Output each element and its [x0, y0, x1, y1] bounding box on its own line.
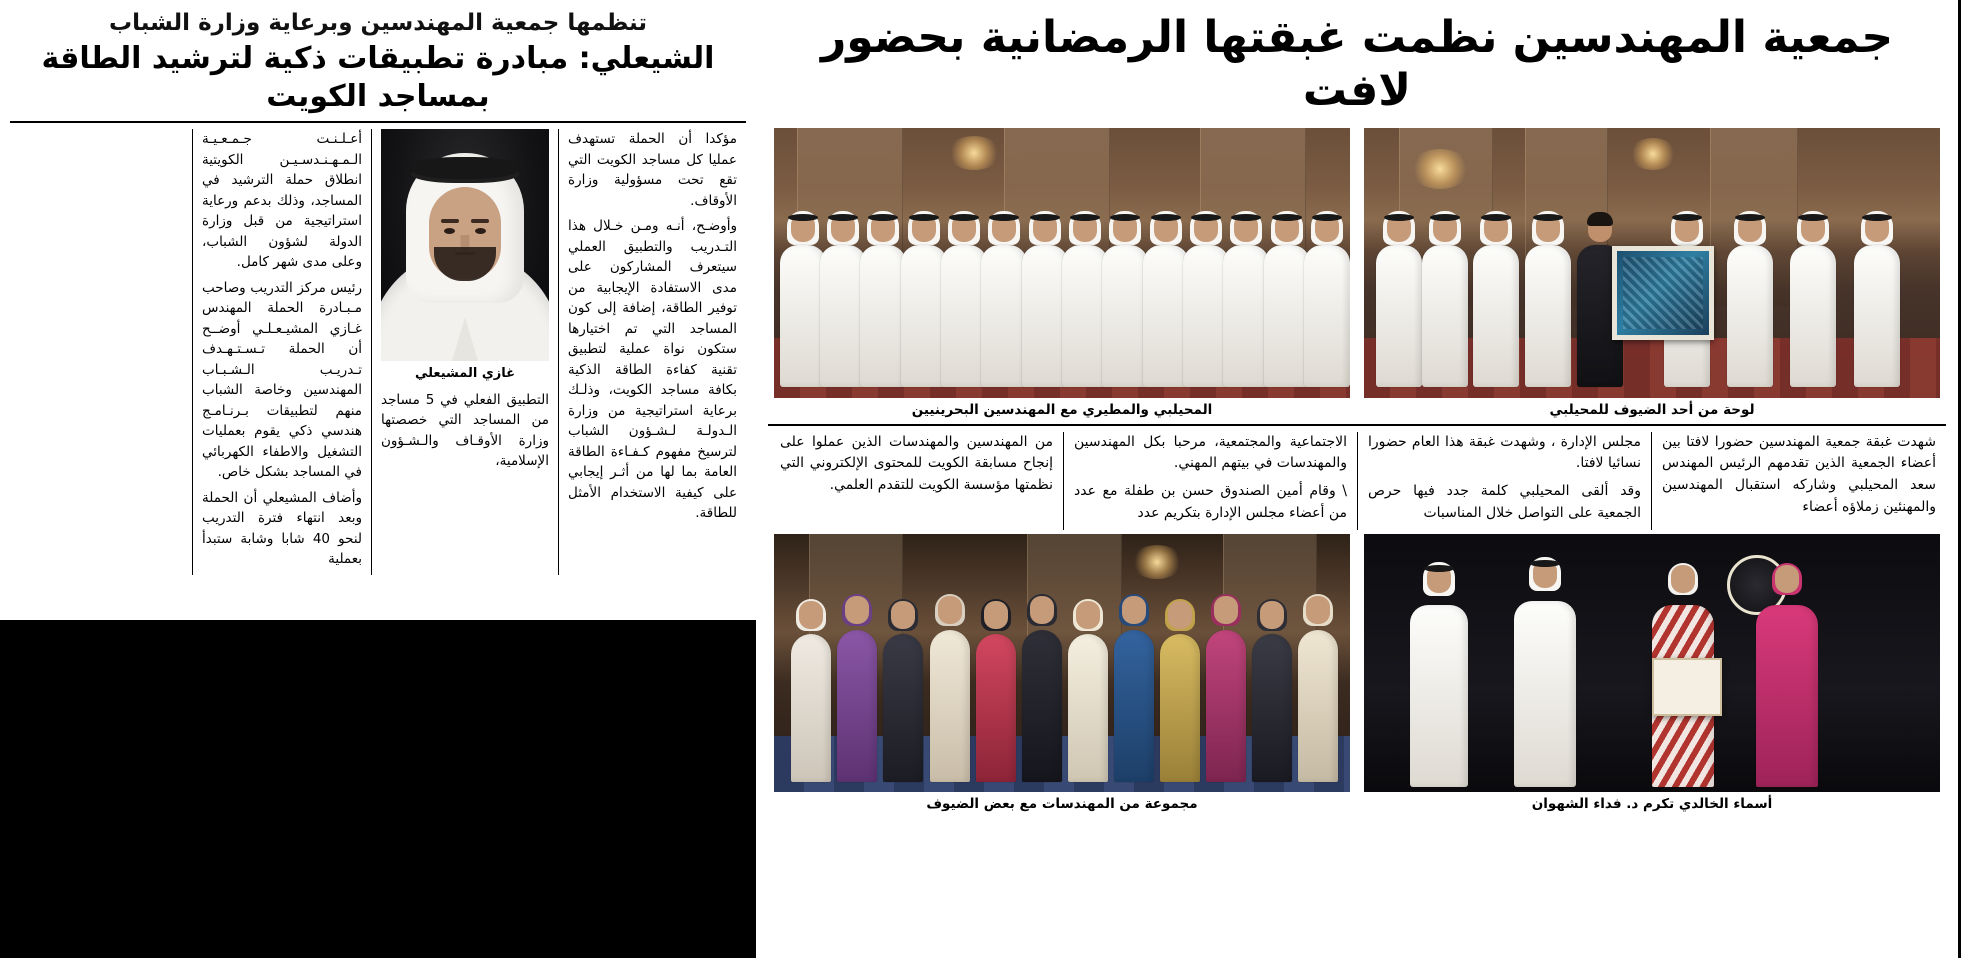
- paragraph: شهدت غبقة جمعية المهندسين حضورا لافتا بين أعضاء الجمعية الذين تقدمهم الرئيس المهندس سعد المحيلبي وشاركه استقبال المهندسين والمهنئين زملاؤه أعضاء: [1662, 433, 1936, 515]
- photo-caption: المحيلبي والمطيري مع المهندسين البحرينيين: [911, 401, 1213, 418]
- photo-caption: مجموعة من المهندسات مع بعض الضيوف: [926, 796, 1198, 813]
- person: [941, 214, 987, 387]
- left-article-kicker: تنظمها جمعية المهندسين وبرعاية وزارة الشباب: [109, 10, 647, 36]
- person: [981, 214, 1027, 387]
- person: [1525, 214, 1571, 387]
- person: [1422, 214, 1468, 387]
- paragraph: الاجتماعية والمجتمعية، مرحبا بكل المهندسين والمهندسات في بيتهم المهني.: [1074, 433, 1347, 472]
- chandelier: [947, 136, 1001, 170]
- right-article-column-1: [1652, 432, 1946, 531]
- left-article-column-2: [372, 129, 558, 575]
- portrait-caption: غازي المشيعلي: [414, 366, 516, 381]
- paragraph: التطبيق الفعلي في 5 مساجد من المساجد التي خصصتها وزارة الأوقـاف والـشـؤون الإسلامية،: [381, 391, 549, 470]
- woman: [976, 601, 1016, 782]
- right-article-column-3: [1064, 432, 1358, 531]
- person: [1223, 214, 1269, 387]
- photo-caption: أسماء الخالدي تكرم د. فداء الشهوان: [1531, 796, 1773, 813]
- chandelier: [1131, 545, 1183, 579]
- paragraph: وأوضـح، أنـه ومـن خـلال هذا التـدريب والتطبيق العملي سيتعرف المشاركون على مدى الاستفادة الإيجابية من توفير الطاقة، إضافة إلى كون المساجد التي تم اختيارها ستكون نواة عملية لتطبيق تقنية كفاءة الطاقة الذكية بكافة مساجد الكويت، وذلـك برعاية استراتيجية من وزارة الـدولـة لـشـؤون الشباب لترسيخ مفهوم كـفـاءة الطاقة العامة بما لها من أثـر إيجابي على كيفية الاستخدام الأمثل للطاقة.: [568, 218, 737, 522]
- person: [901, 214, 947, 387]
- photo-block-guest-painting: [1364, 128, 1940, 418]
- top-photo-row: [768, 128, 1946, 418]
- woman: [1114, 596, 1154, 782]
- right-article-column-4: [770, 432, 1064, 531]
- woman: [1206, 596, 1246, 782]
- left-article: [0, 0, 756, 620]
- portrait-eyebrow-left: [441, 219, 459, 223]
- photo-caption: لوحة من أحد الضيوف للمحيلبي: [1549, 401, 1755, 418]
- photo-guest-painting: [1364, 128, 1940, 398]
- person: [860, 214, 906, 387]
- person: [1183, 214, 1229, 387]
- person: [780, 214, 826, 387]
- woman: [1068, 601, 1108, 782]
- bottom-photo-row: [768, 534, 1946, 812]
- right-article: [756, 0, 1961, 958]
- woman: [1022, 596, 1062, 782]
- portrait-photo-ghazi-almeshaeli: [381, 129, 549, 361]
- person: [1854, 214, 1900, 387]
- left-article-body: [10, 129, 746, 575]
- portrait-eye-right: [475, 228, 486, 234]
- left-article-column-1: [558, 129, 746, 575]
- person: [1304, 214, 1350, 387]
- right-article-column-2: [1358, 432, 1652, 531]
- photo-block-women-engineers: [774, 534, 1350, 812]
- woman-in-pink-dress: [1756, 565, 1818, 787]
- portrait-agal: [409, 157, 521, 179]
- woman: [883, 601, 923, 782]
- paragraph: رئيس مركز التدريب وصاحب مـبـادرة الحملة المهندس غـازي المشيـعـلـي أوضــح أن الحملة تـسـتـهـدف تـدريـب الـشـبـاب المهندسين وخاصة الشباب منهم لتطبيقات بـرنـامـج هندسي ذكي يقوم بعمليات التشغيل والاطفاء الكهربائي في المساجد بشكل خاص.: [202, 279, 362, 481]
- paragraph: مؤكدا أن الحملة تستهدف عمليا كل مساجد الكويت التي تقع تحت مسؤولية وزارة الأوقاف.: [568, 131, 737, 209]
- divider: [768, 424, 1946, 426]
- woman: [791, 601, 831, 782]
- photo-asmaa-alkhaldi: [1364, 534, 1940, 792]
- award-certificate: [1652, 658, 1722, 716]
- photo-block-asmaa-alkhaldi: [1364, 534, 1940, 812]
- photo-women-engineers: [774, 534, 1350, 792]
- chandelier: [1410, 149, 1470, 189]
- right-article-body: [768, 432, 1946, 531]
- paragraph: وأضاف المشيعلي أن الحملة وبعد انتهاء فترة التدريب لنحو 40 شابا وشابة ستبدأ بعملية: [202, 489, 363, 568]
- woman: [1252, 601, 1292, 782]
- paragraph: من المهندسين والمهندسات الذين عملوا على إنجاح مسابقة الكويت للمحتوى الإلكتروني التي نظمتها مؤسسة الكويت للتقدم العلمي.: [780, 433, 1053, 493]
- portrait-eyebrow-right: [471, 219, 489, 223]
- left-article-column-4: [10, 129, 192, 575]
- person: [1376, 214, 1422, 387]
- gift-painting: [1612, 246, 1714, 340]
- photo-block-bahraini-engineers: [774, 128, 1350, 418]
- woman: [1298, 596, 1338, 782]
- portrait-face: [429, 187, 501, 279]
- right-article-headline: جمعية المهندسين نظمت غبقتها الرمضانية بحضور لافت: [820, 12, 1894, 116]
- left-article-headline: الشيعلي: مبادرة تطبيقات ذكية لترشيد الطاقة بمساجد الكويت: [41, 41, 715, 114]
- person: [1514, 560, 1576, 787]
- photo-bahraini-engineers: [774, 128, 1350, 398]
- paragraph: وقد ألقى المحيلبي كلمة جدد فيها حرص الجمعية على التواصل خلال المناسبات: [1368, 482, 1641, 521]
- woman: [837, 596, 877, 782]
- person: [1264, 214, 1310, 387]
- paragraph: أعـلـنـت جـمـعـيـة الـمـهـنـدسـيـن الكويتية انطلاق حملة الترشيد في المساجد، وذلك بدعم ورعاية استراتيجية من قبل وزارة الدولة لشؤون الشباب، وعلى مدى شهر كامل.: [202, 131, 362, 271]
- portrait-eye-left: [444, 228, 455, 234]
- person: [1062, 214, 1108, 387]
- portrait-photo-wrapper: [381, 129, 549, 361]
- person: [1143, 214, 1189, 387]
- person: [1102, 214, 1148, 387]
- woman: [930, 596, 970, 782]
- person: [1473, 214, 1519, 387]
- paragraph: \ وقام أمين الصندوق حسن بن طفلة مع عدد من أعضاء مجلس الإدارة بتكريم عدد: [1074, 482, 1347, 521]
- person: [1022, 214, 1068, 387]
- woman: [1160, 601, 1200, 782]
- left-article-column-3: [192, 129, 372, 575]
- paragraph: مجلس الإدارة ، وشهدت غبقة هذا العام حضورا نسائيا لافتا.: [1368, 433, 1641, 472]
- person: [820, 214, 866, 387]
- person: [1790, 214, 1836, 387]
- person: [1727, 214, 1773, 387]
- divider: [10, 121, 746, 123]
- person: [1410, 565, 1468, 787]
